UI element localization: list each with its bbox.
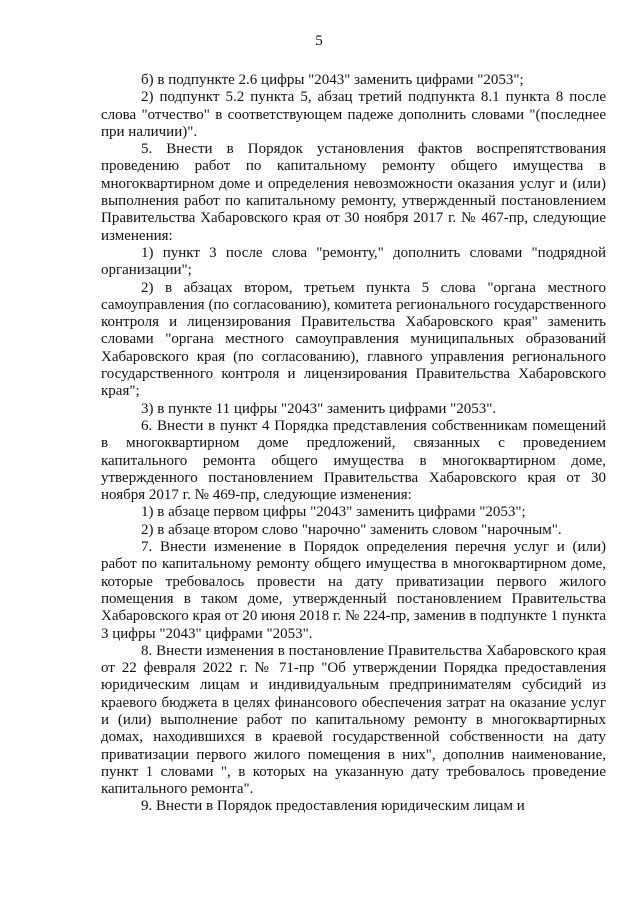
paragraph-12: 9. Внести в Порядок предоставления юридическим лицам и — [141, 798, 525, 815]
document-body — [101, 72, 606, 816]
paragraph-3: 5. Внести в Порядок установления фактов воспрепятствования проведению работ по капитальному ремонту общего имущества в многоквартирном доме и определения невозможности оказания услуг и (или) выполнения работ по капитальному ремонту, утвержденный постановлением Правительства Хабаровского края от 30 ноября 2017 г. № 467-пр, следующие изменения: — [101, 141, 606, 244]
paragraph-6: 3) в пункте 11 цифры "2043" заменить цифрами "2053". — [141, 400, 497, 417]
paragraph-7: 6. Внести в пункт 4 Порядка представления собственникам помещений в многоквартирном доме предложений, связанных с проведением капитального ремонта общего имущества в многоквартирном доме, утвержденного постановлением Правительства Хабаровского края от 30 ноября 2017 г. № 469-пр, следующие изменения: — [101, 417, 606, 504]
paragraph-8: 1) в абзаце первом цифры "2043" заменить цифрами "2053"; — [141, 504, 526, 521]
page-number: 5 — [315, 33, 323, 49]
paragraph-9: 2) в абзаце втором слово "нарочно" заменить словом "нарочным". — [141, 521, 562, 538]
paragraph-4: 1) пункт 3 после слова "ремонту," дополнить словами "подрядной организации"; — [101, 244, 606, 279]
paragraph-5: 2) в абзацах втором, третьем пункта 5 слова "органа местного самоуправления (по согласованию), комитета регионального государственного контроля и лицензирования Правительства Хабаровского края" заменить словами "органа местного самоуправления муниципальных образований Хабаровского края (по согласованию), главного управления регионального государственного контроля и лицензирования Правительства Хабаровского края"; — [101, 279, 606, 400]
paragraph-2: 2) подпункт 5.2 пункта 5, абзац третий подпункта 8.1 пункта 8 после слова "отчество" в соответствующем падеже дополнить словами "(последнее при наличии)". — [101, 89, 606, 140]
paragraph-1: б) в подпункте 2.6 цифры "2043" заменить цифрами "2053"; — [141, 72, 524, 88]
paragraph-11: 8. Внести изменения в постановление Правительства Хабаровского края от 22 февраля 2022 г. № 71-пр "Об утверждении Порядка предоставления юридическим лицам и индивидуальным предпринимателям субсидий из краевого бюджета в целях финансового обеспечения затрат на оказание услуг и (или) выполнение работ по капитальному ремонту в многоквартирных домах, находившихся в краевой государственной собственности на дату приватизации первого жилого помещения в них", дополнив наименование, пункт 1 словами ", в которых на указанную дату требовалось проведение капитального ремонта". — [101, 642, 606, 798]
paragraph-10: 7. Внести изменение в Порядок определения перечня услуг и (или) работ по капитальному ремонту общего имущества в многоквартирном доме, которые требовалось провести на дату приватизации первого жилого помещения в таком доме, утвержденный постановлением Правительства Хабаровского края от 20 июня 2018 г. № 224-пр, заменив в подпункте 1 пункта 3 цифры "2043" цифрами "2053". — [101, 539, 606, 642]
